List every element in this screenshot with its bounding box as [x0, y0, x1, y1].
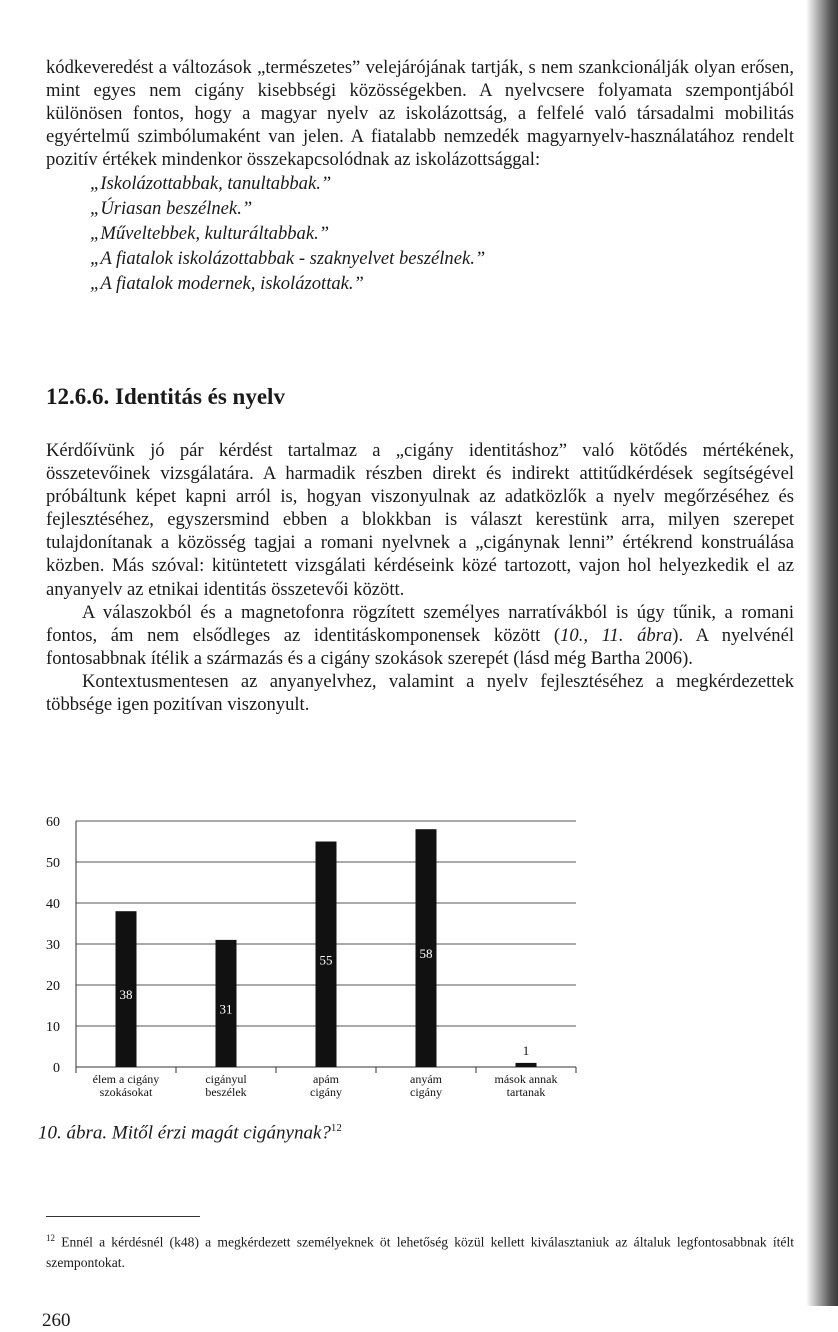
x-category-label: élem a cigány	[92, 1072, 160, 1086]
y-tick-label: 60	[46, 815, 60, 830]
quote-item: „Iskolázottabbak, tanultabbak.”	[90, 173, 332, 195]
quote-item: „A fiatalok modernek, iskolázottak.”	[90, 273, 364, 295]
intro-paragraph: kódkeveredést a változások „természetes” velejárójának tartják, s nem szankcionálják olyan erősen, mint egyes nem cigány kisebbségi közösségekben. A nyelvcsere folyamata szempontjából különösen fontos, hogy a magyar nyelv az iskolázottság, a felfelé való társadalmi mobilitás egyértelmű szimbólumaként van jelen. A fiatalabb nemzedék magyarnyelv-használatához rendelt pozitív értékek mindenkor összekapcsolódnak az iskolázottsággal:	[46, 57, 794, 171]
y-tick-label: 30	[46, 938, 60, 953]
x-category-label: cigány	[410, 1085, 442, 1099]
body-paragraph-2-start: A válaszokból és a magnetofonra rögzített személyes narratívákból is úgy tűnik, a romani fontos, ám nem elsődleges az identitáskomponensek között (	[46, 601, 794, 646]
body-paragraph-2-end: ). A nyelvénél fontosabbnak ítélik a származás és a cigány szokások szerepét (lásd még Bartha 2006).	[46, 624, 794, 669]
footnote-text: Ennél a kérdésnél (k48) a megkérdezett személyeknek öt lehetőség közül kellett kiválasztaniuk az általuk legfontosabbnak ítélt szempontokat.	[46, 1234, 794, 1270]
x-category-label: szokásokat	[99, 1085, 153, 1099]
data-label: 1	[522, 1042, 530, 1058]
quote-item: „Műveltebbek, kulturáltabbak.”	[90, 223, 330, 245]
quote-item: „Úriasan beszélnek.”	[90, 198, 253, 220]
y-tick-label: 0	[53, 1061, 60, 1076]
bar-chart-svg	[46, 811, 606, 1121]
section-heading: 12.6.6. Identitás és nyelv	[46, 384, 285, 409]
y-tick-label: 40	[46, 897, 60, 912]
quote-item: „A fiatalok iskolázottabbak - szaknyelvet beszélnek.”	[90, 248, 486, 270]
section-body	[46, 439, 794, 716]
caption-footnote-mark: 12	[330, 1122, 342, 1134]
y-tick-label: 20	[46, 979, 60, 994]
y-tick-label: 10	[46, 1020, 60, 1035]
body-paragraph-2	[46, 601, 794, 670]
body-paragraph-3: Kontextusmentesen az anyanyelvhez, valamint a nyelv fejlesztéséhez a megkérdezettek többsége igen pozitívan viszonyult.	[46, 670, 794, 716]
data-label: 31	[219, 1001, 233, 1017]
page-number: 260	[42, 1310, 71, 1331]
data-label: 58	[419, 946, 433, 962]
bar-chart	[46, 811, 606, 1121]
data-label: 55	[319, 952, 333, 968]
x-category-label: tartanak	[506, 1085, 546, 1099]
y-tick-label: 50	[46, 856, 60, 871]
x-category-label: cigány	[310, 1085, 342, 1099]
figure-caption-text: 10. ábra. Mitől érzi magát cigánynak?	[38, 1122, 331, 1144]
x-category-label: cigányul	[205, 1072, 247, 1086]
figure-reference: 10., 11. ábra	[560, 624, 673, 646]
footnote-mark: 12	[46, 1233, 55, 1243]
x-category-label: apám	[313, 1072, 339, 1086]
data-label: 38	[119, 987, 133, 1003]
x-category-label: beszélek	[205, 1085, 247, 1099]
body-paragraph-1: Kérdőívünk jó pár kérdést tartalmaz a „cigány identitáshoz” való kötődés mértékének, összetevőinek vizsgálatára. A harmadik részben direkt és indirekt attitűdkérdések segítségével próbáltunk képet kapni arról is, hogyan viszonyulnak az adatközlők a nyelv megőrzéséhez és fejlesztéséhez, egyszersmind ebben a blokkban is választ kerestünk arra, milyen szerepet tulajdonítanak a közösség tagjai a romani nyelvnek a „cigánynak lenni” értékrend konstruálása közben. Más szóval: kitüntetett vizsgálati kérdéseink közé tartozott, vajon hol helyezkedik el az anyanyelv az etnikai identitás összetevői között.	[46, 440, 794, 600]
bar	[516, 1063, 537, 1067]
figure-caption	[38, 1122, 342, 1144]
page-edge-shadow	[806, 0, 838, 1306]
book-page	[38, 56, 794, 1331]
quote-list	[90, 171, 794, 296]
x-category-label: anyám	[410, 1072, 442, 1086]
footnote	[46, 1228, 794, 1273]
x-category-label: mások annak	[494, 1072, 558, 1086]
footnote-rule	[46, 1216, 200, 1217]
